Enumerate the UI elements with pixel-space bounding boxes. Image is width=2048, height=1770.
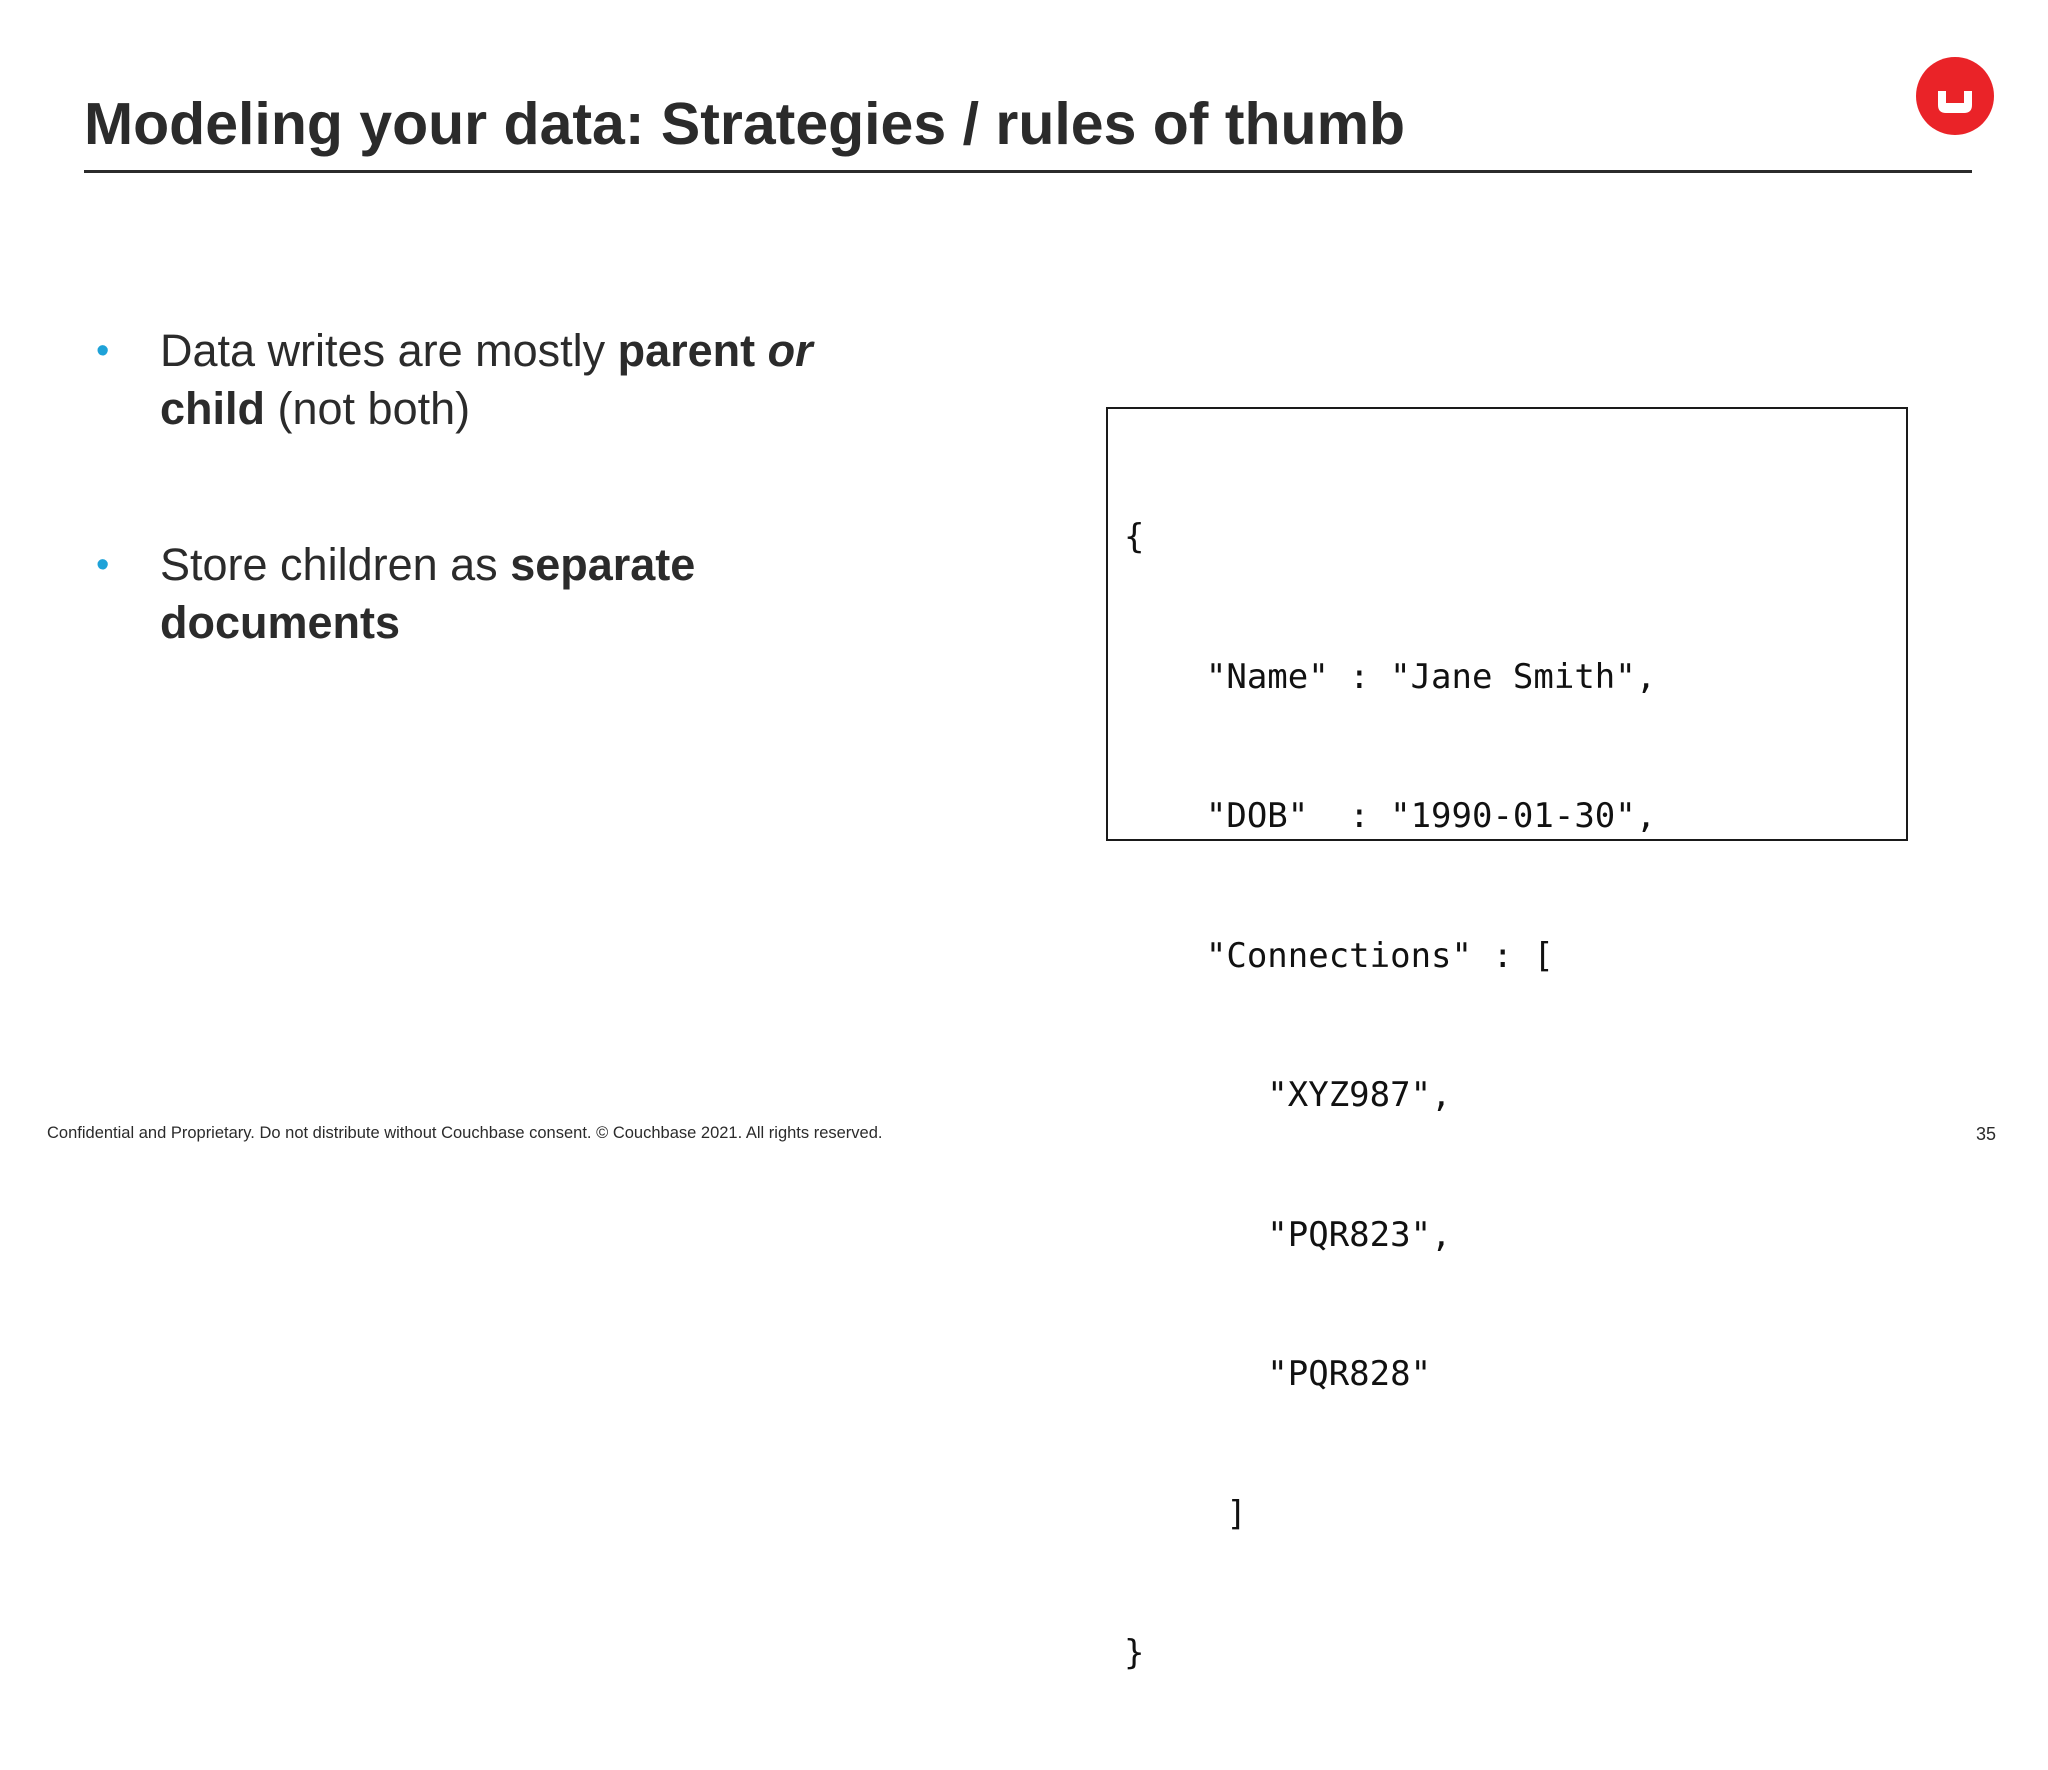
bullet-bold-text: separate	[510, 539, 696, 590]
bullet-bold-italic-text: or	[767, 325, 813, 376]
code-line: "Name" : "Jane Smith",	[1124, 656, 1657, 697]
bullet-item-writes	[96, 322, 876, 438]
code-line: {	[1124, 517, 1145, 557]
bullet-item-children	[96, 536, 876, 652]
bullet-text-part: Data writes are mostly	[160, 325, 618, 376]
title-divider	[84, 170, 1972, 173]
code-line: "Connections" : [	[1124, 935, 1554, 976]
page-number: 35	[1975, 1124, 1996, 1144]
bullet-bold-text: parent	[617, 325, 768, 376]
code-line: "PQR828"	[1124, 1354, 1432, 1394]
bullet-bold-text: child	[160, 383, 266, 434]
bullet-text-part: (not both)	[265, 383, 471, 434]
bullet-list	[96, 322, 876, 652]
code-line: "XYZ987",	[1124, 1075, 1452, 1115]
slide-title: Modeling your data: Strategies / rules of thumb	[84, 91, 1406, 157]
code-line: "DOB" : "1990-01-30",	[1124, 796, 1657, 836]
json-example-box	[1106, 407, 1908, 1673]
code-line: ]	[1124, 1493, 1247, 1534]
code-line: }	[1124, 1633, 1145, 1673]
json-code-block	[1124, 421, 1656, 1770]
bullet-bold-text: documents	[160, 597, 401, 648]
bullet-marker: •	[96, 544, 110, 586]
bullet-text-part: Store children as	[160, 539, 511, 590]
code-line: "PQR823",	[1124, 1214, 1452, 1255]
confidentiality-footer: Confidential and Proprietary. Do not distribute without Couchbase consent. © Couchbase 2021. All rights reserved.	[47, 1124, 883, 1142]
bullet-marker: •	[96, 330, 110, 372]
couchbase-logo-icon	[1916, 57, 1994, 135]
